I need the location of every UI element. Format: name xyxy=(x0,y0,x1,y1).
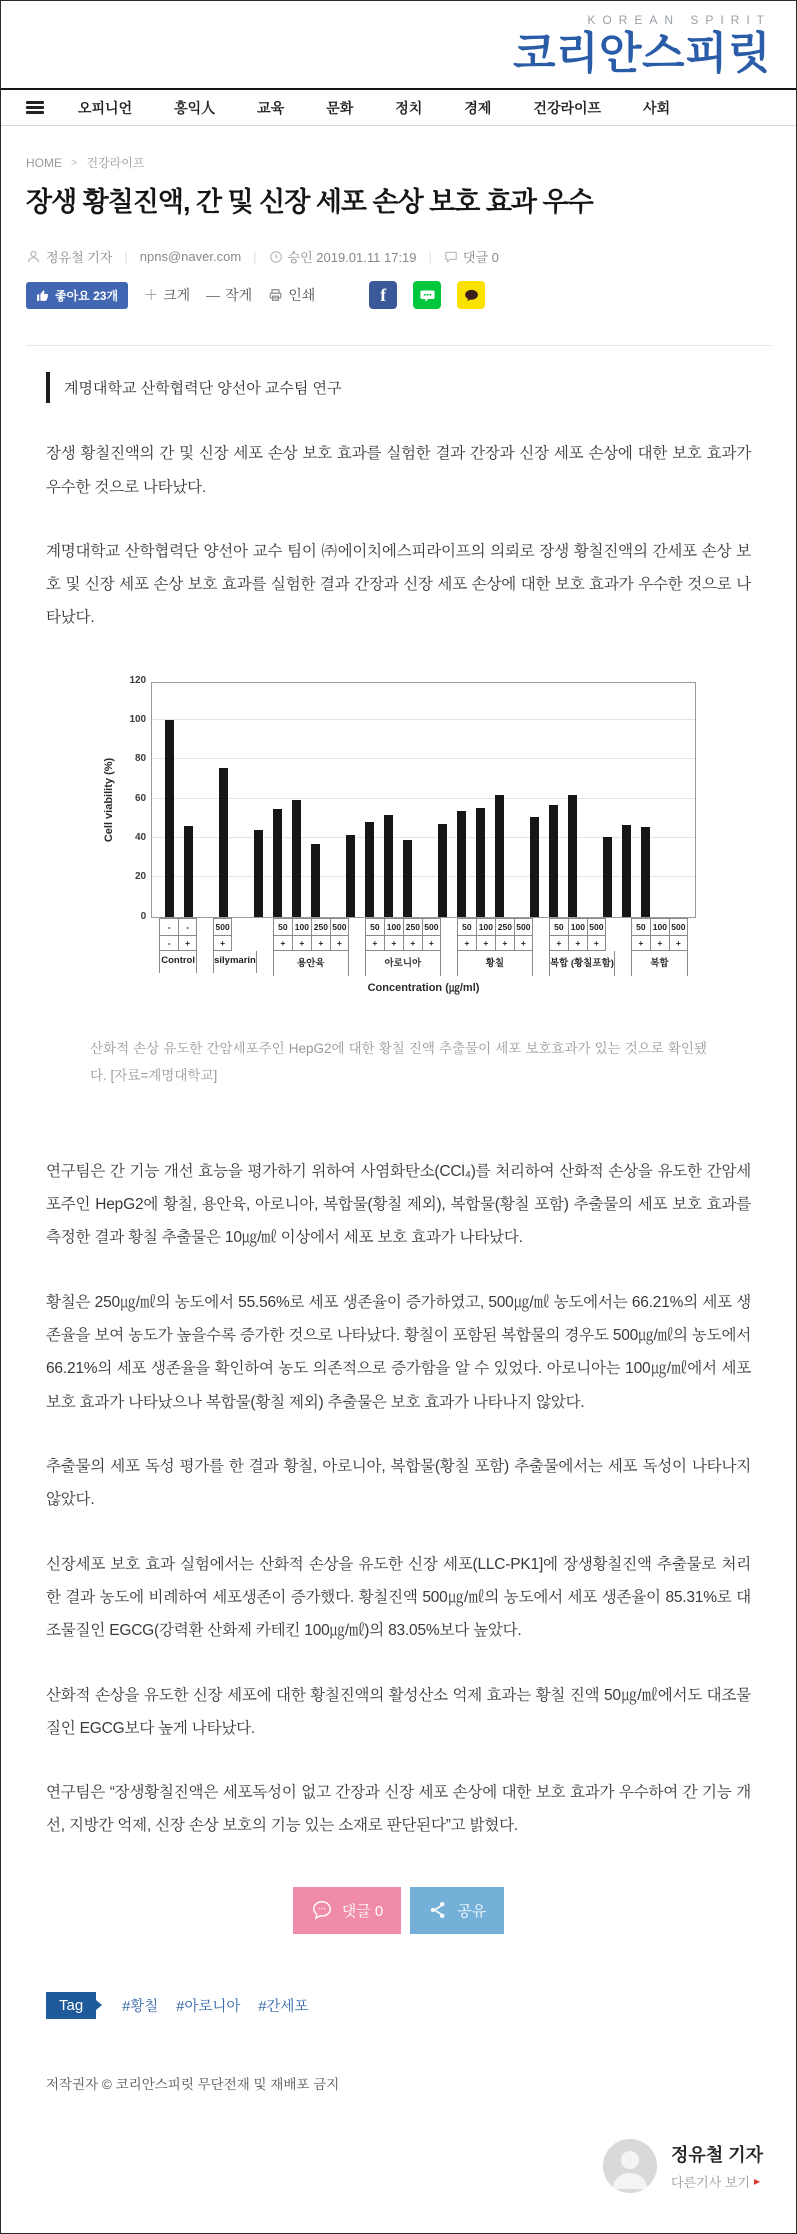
chart-bar xyxy=(476,808,485,917)
gridline xyxy=(152,719,695,720)
chart-bar xyxy=(403,840,412,917)
breadcrumb-section[interactable]: 건강라이프 xyxy=(86,156,145,171)
concentration-cell: 100 xyxy=(568,918,587,936)
x-axis-table xyxy=(151,918,696,976)
chart-bar xyxy=(365,822,374,916)
reporter-info xyxy=(671,2141,763,2191)
bar-column xyxy=(471,795,490,917)
like-label: 좋아요 23개 xyxy=(55,288,119,303)
site-logo[interactable]: 코리안스피릿 xyxy=(512,29,771,78)
bar-column xyxy=(452,795,471,917)
bar-column xyxy=(617,825,636,916)
ccl4-cell: + xyxy=(403,936,422,951)
ccl4-cell: + xyxy=(330,936,349,951)
plot-box xyxy=(129,674,696,922)
bar-column xyxy=(636,825,655,916)
nav-item[interactable]: 사회 xyxy=(643,99,671,116)
ccl4-cell: + xyxy=(669,936,688,951)
bar-group xyxy=(214,768,233,916)
tag-link[interactable]: #황칠 xyxy=(122,1998,159,2015)
y-tick-label: 80 xyxy=(135,753,147,765)
comment-button[interactable] xyxy=(293,1887,402,1934)
published-label: 승인 2019.01.11 17:19 xyxy=(287,250,417,266)
section-divider xyxy=(26,345,771,346)
article-actions xyxy=(26,1887,771,1934)
blog-share-button[interactable] xyxy=(413,281,441,309)
bar-column xyxy=(525,795,544,917)
chart-bar xyxy=(219,768,228,916)
like-button[interactable] xyxy=(26,282,128,309)
chart-bar xyxy=(384,815,393,916)
group-label: Control xyxy=(159,951,197,973)
y-tick-label: 20 xyxy=(135,871,147,883)
bar-group xyxy=(341,815,417,916)
comment-button-label: 댓글 0 xyxy=(341,1902,384,1920)
chart-bar xyxy=(549,805,558,917)
article-title: 장생 황칠진액, 간 및 신장 세포 손상 보호 효과 우수 xyxy=(26,187,593,218)
x-axis-group xyxy=(631,918,688,976)
concentration-cell: 100 xyxy=(650,918,669,936)
bar-column xyxy=(341,815,360,916)
share-icon xyxy=(428,1900,448,1920)
bar-column xyxy=(563,795,582,917)
kakao-icon xyxy=(463,287,480,304)
ccl4-cell: + xyxy=(365,936,384,951)
chart-bar xyxy=(311,844,320,917)
reporter-icon xyxy=(26,249,41,264)
x-axis-group xyxy=(549,918,615,976)
bar-group xyxy=(433,795,509,917)
ccl4-cell: + xyxy=(495,936,514,951)
facebook-share-button[interactable] xyxy=(369,281,397,309)
chart-bar xyxy=(495,795,504,917)
paragraphs-bottom xyxy=(46,1155,751,1843)
social-toolbar xyxy=(26,281,771,309)
tag-badge: Tag xyxy=(46,1992,96,2019)
byline-reporter xyxy=(26,247,112,266)
ccl4-cell: + xyxy=(631,936,650,951)
concentration-cell: 500 xyxy=(514,918,533,936)
nav-item[interactable]: 홍익人 xyxy=(174,99,216,116)
concentration-cell: - xyxy=(178,918,197,936)
article-body xyxy=(26,437,771,1843)
ccl4-cell: + xyxy=(292,936,311,951)
tag-link[interactable]: #간세포 xyxy=(258,1998,309,2015)
bar-column xyxy=(214,768,233,916)
group-label: silymarin xyxy=(213,951,257,973)
concentration-cell: 50 xyxy=(365,918,384,936)
plot-area xyxy=(129,674,696,995)
article-paragraph: 연구팀은 “장생황칠진액은 세포독성이 없고 간장과 신장 세포 손상에 대한 보호 효과가 우수하여 간 기능 개선, 지방간 억제, 신장 손상 보호의 기능 있는 소재로 판단된다”고 밝혔다. xyxy=(46,1784,751,1835)
chart-bar xyxy=(438,824,447,916)
bar-column xyxy=(398,815,417,916)
y-tick-label: 120 xyxy=(129,674,147,686)
byline-divider: | xyxy=(124,249,128,265)
concentration-cell: 100 xyxy=(476,918,495,936)
chart-bar xyxy=(641,827,650,916)
ccl4-cell: + xyxy=(568,936,587,951)
share-button[interactable] xyxy=(410,1887,504,1934)
concentration-cell: 250 xyxy=(311,918,330,936)
site-header xyxy=(1,1,796,126)
thumbs-up-icon xyxy=(36,289,49,302)
concentration-cell: - xyxy=(159,918,178,936)
paragraphs-top xyxy=(46,437,751,635)
ccl4-cell: + xyxy=(273,936,292,951)
reporter-email[interactable]: npns@naver.com xyxy=(139,249,242,265)
article-paragraph: 장생 황칠진액의 간 및 신장 세포 손상 보호 효과를 실험한 결과 간장과 신장 세포 손상에 대한 보호 효과가 우수한 것으로 나타났다. xyxy=(46,445,751,496)
concentration-cell: 500 xyxy=(587,918,606,936)
red-arrow-icon: ▸ xyxy=(754,2174,761,2189)
bar-column xyxy=(249,800,268,917)
bar-column xyxy=(544,795,563,917)
x-axis-group xyxy=(273,918,349,976)
person-icon xyxy=(603,2139,657,2193)
ccl4-cell: + xyxy=(476,936,495,951)
bar-column xyxy=(490,795,509,917)
nav-item[interactable]: 건강라이프 xyxy=(533,99,602,116)
tag-list xyxy=(122,1995,308,2016)
ccl4-cell: + xyxy=(213,936,232,951)
reporter-card xyxy=(26,2139,763,2193)
print-label: 인쇄 xyxy=(288,287,316,304)
printer-icon xyxy=(268,288,283,302)
ccl4-cell: + xyxy=(311,936,330,951)
bar-column xyxy=(306,800,325,917)
gridline xyxy=(152,758,695,759)
minus-icon: — xyxy=(206,287,221,304)
group-label: 아로니아 xyxy=(365,951,441,976)
breadcrumb xyxy=(26,154,771,171)
font-smaller-button[interactable] xyxy=(206,285,252,305)
nav-item[interactable]: 오피니언 xyxy=(78,99,133,116)
x-axis-group xyxy=(365,918,441,976)
figure-caption: 산화적 손상 유도한 간암세포주인 HepG2에 대한 황칠 진액 추출물이 세포 보호효과가 있는 것으로 확인됐다. [자료=계명대학교] xyxy=(90,1040,707,1083)
x-axis-group xyxy=(457,918,533,976)
bar-column xyxy=(379,815,398,916)
article-paragraph: 산화적 손상을 유도한 신장 세포에 대한 황칠진액의 활성산소 억제 효과는 황칠 진액 50㎍/㎖에서도 대조물질인 EGCG보다 높게 나타났다. xyxy=(46,1686,751,1737)
bar-column xyxy=(433,795,452,917)
share-button-label: 공유 xyxy=(457,1902,487,1920)
nav-item[interactable]: 경제 xyxy=(464,99,492,116)
y-tick-label: 100 xyxy=(129,714,147,726)
nav-list xyxy=(78,98,670,118)
more-articles-link[interactable] xyxy=(671,2172,763,2191)
group-label: 복합 (황칠포함) xyxy=(549,951,615,976)
bar-column xyxy=(179,720,198,917)
chart-bar xyxy=(346,835,355,917)
main-nav xyxy=(1,88,796,126)
bar-column xyxy=(160,720,179,917)
group-label: 복합 xyxy=(631,951,688,976)
ccl4-cell: + xyxy=(549,936,568,951)
article-paragraph: 연구팀은 간 기능 개선 효능을 평가하기 위하여 사염화탄소(CCl₄)를 처리하여 산화적 손상을 유도한 간암세포주인 HepG2에 황칠, 용안육, 아로니아, 복합물(황칠 제외), 복합물(황칠 포함) 추출물의 세포 보호 효과를 측정한 결과 황칠 추출물은 10㎍/㎖ 이상에서 세포 보호 효과가 나타났다. xyxy=(46,1162,751,1247)
ccl4-cell: + xyxy=(514,936,533,951)
byline-divider: | xyxy=(428,249,432,265)
ccl4-cell: + xyxy=(587,936,606,951)
comment-count-label: 댓글 0 xyxy=(462,250,499,266)
concentration-cell: 50 xyxy=(549,918,568,936)
gridline xyxy=(152,798,695,799)
concentration-cell: 100 xyxy=(292,918,311,936)
byline-divider: | xyxy=(253,249,257,265)
copyright-notice: 저작권자 © 코리안스피릿 무단전재 및 재배포 금지 xyxy=(46,2076,340,2092)
article-byline xyxy=(26,247,771,266)
font-bigger-button[interactable] xyxy=(144,285,190,305)
menu-icon[interactable] xyxy=(26,101,44,114)
y-tick-label: 60 xyxy=(135,792,147,804)
concentration-cell: 500 xyxy=(330,918,349,936)
y-axis-label: Cell viability (%) xyxy=(103,757,116,842)
ccl4-cell: + xyxy=(650,936,669,951)
site-tagline: KOREAN SPIRIT xyxy=(587,13,771,27)
font-smaller-label: 작게 xyxy=(225,287,253,304)
more-articles-label: 다른기사 보기 xyxy=(671,2174,751,2190)
reporter-name[interactable]: 정유철 기자 xyxy=(46,250,113,266)
bar-chart xyxy=(46,666,751,1011)
chart-bar xyxy=(165,720,174,917)
tag-link[interactable]: #아로니아 xyxy=(176,1998,241,2015)
comment-count[interactable] xyxy=(444,247,499,266)
bar-column xyxy=(360,815,379,916)
group-label: 용안육 xyxy=(273,951,349,976)
article-figure xyxy=(46,666,751,1089)
chart-bar xyxy=(603,837,612,917)
nav-item[interactable]: 문화 xyxy=(326,99,354,116)
reporter-card-name[interactable]: 정유철 기자 xyxy=(671,2144,763,2165)
concentration-cell: 50 xyxy=(273,918,292,936)
concentration-cell: 250 xyxy=(403,918,422,936)
x-axis-group xyxy=(159,918,197,976)
chart-bar xyxy=(457,811,466,917)
chart-bar xyxy=(273,809,282,917)
clock-icon xyxy=(269,250,283,264)
bar-column xyxy=(598,825,617,916)
x-axis-title: Concentration (㎍/ml) xyxy=(367,981,480,994)
breadcrumb-separator-icon: > xyxy=(71,156,78,169)
article-paragraph: 신장세포 보호 효과 실험에서는 산화적 손상을 유도한 신장 세포(LLC-PK1]에 장생황칠진액 추출물로 처리한 결과 농도에 비례하여 세포생존이 증가했다. 황칠진액 500㎍/㎖의 농도에서 세포 생존율이 85.31%로 대조물질인 EGCG(강력환 산화제 카테킨 100㎍/㎖)의 83.05%보다 높았다. xyxy=(46,1555,751,1640)
bar-group xyxy=(249,800,325,917)
ccl4-cell: + xyxy=(178,936,197,951)
concentration-cell: 500 xyxy=(213,918,232,936)
font-bigger-label: 크게 xyxy=(163,287,191,304)
bar-group xyxy=(160,720,198,917)
comment-bubble-icon xyxy=(311,1899,333,1921)
concentration-cell: 50 xyxy=(457,918,476,936)
bar-column xyxy=(268,800,287,917)
facebook-icon: f xyxy=(380,284,387,305)
kakao-share-button[interactable] xyxy=(457,281,485,309)
ccl4-cell: + xyxy=(384,936,403,951)
ccl4-cell: - xyxy=(159,936,178,951)
blog-icon xyxy=(419,287,436,304)
x-axis-group xyxy=(213,918,257,976)
ccl4-cell: + xyxy=(422,936,441,951)
print-button[interactable] xyxy=(268,285,315,305)
chart-bar xyxy=(622,825,631,916)
comment-icon xyxy=(444,250,458,264)
article-paragraph: 계명대학교 산학협력단 양선아 교수 팀이 ㈜에이치에스피라이프의 의뢰로 장생 황칠진액의 간세포 손상 보호 및 신장 세포 손상 보호 효과를 실험한 결과 간장과 신장 세포 손상에 대한 보호 효과가 우수한 것으로 나타났다. xyxy=(46,542,751,627)
article-subheading: 계명대학교 산학협력단 양선아 교수팀 연구 xyxy=(46,372,771,403)
plus-icon: ＋ xyxy=(144,287,159,304)
breadcrumb-home[interactable]: HOME xyxy=(26,155,62,170)
tag-section xyxy=(46,1992,771,2019)
article-paragraph: 황칠은 250㎍/㎖의 농도에서 55.56%로 세포 생존율이 증가하였고, 500㎍/㎖ 농도에서는 66.21%의 세포 생존율을 보여 농도가 높을수록 증가한 것으로 나타났다. 황칠이 포함된 복합물의 경우도 500㎍/㎖의 농도에서 66.21%의 세포 생존율을 확인하여 농도 의존적으로 증가함을 알 수 있었다. 아로니아는 100㎍/㎖에서 세포 보호 효과가 나타났으나 복합물(황칠 제외) 추출물은 보호 효과가 나타나지 않았다. xyxy=(46,1293,751,1411)
nav-item[interactable]: 교육 xyxy=(257,99,285,116)
y-tick-label: 40 xyxy=(135,832,147,844)
chart-bar xyxy=(530,817,539,916)
article-paragraph: 추출물의 세포 독성 평가를 한 결과 황칠, 아로니아, 복합물(황칠 포함) 추출물에서는 세포 독성이 나타나지 않았다. xyxy=(46,1457,751,1509)
reporter-avatar[interactable] xyxy=(603,2139,657,2193)
chart-bar xyxy=(568,795,577,917)
bar-column xyxy=(287,800,306,917)
concentration-cell: 500 xyxy=(669,918,688,936)
chart-bar xyxy=(254,830,263,917)
ccl4-cell: + xyxy=(457,936,476,951)
published-time xyxy=(269,247,417,266)
group-label: 황칠 xyxy=(457,951,533,976)
concentration-cell: 50 xyxy=(631,918,650,936)
concentration-cell: 500 xyxy=(422,918,441,936)
bar-group xyxy=(525,795,582,917)
nav-item[interactable]: 정치 xyxy=(395,99,423,116)
bar-group xyxy=(598,825,655,916)
chart-bar xyxy=(292,800,301,917)
brand-area xyxy=(1,1,796,88)
chart-bar xyxy=(184,826,193,916)
concentration-cell: 250 xyxy=(495,918,514,936)
chart-container xyxy=(95,666,702,1011)
y-tick-label: 0 xyxy=(140,910,147,922)
concentration-cell: 100 xyxy=(384,918,403,936)
